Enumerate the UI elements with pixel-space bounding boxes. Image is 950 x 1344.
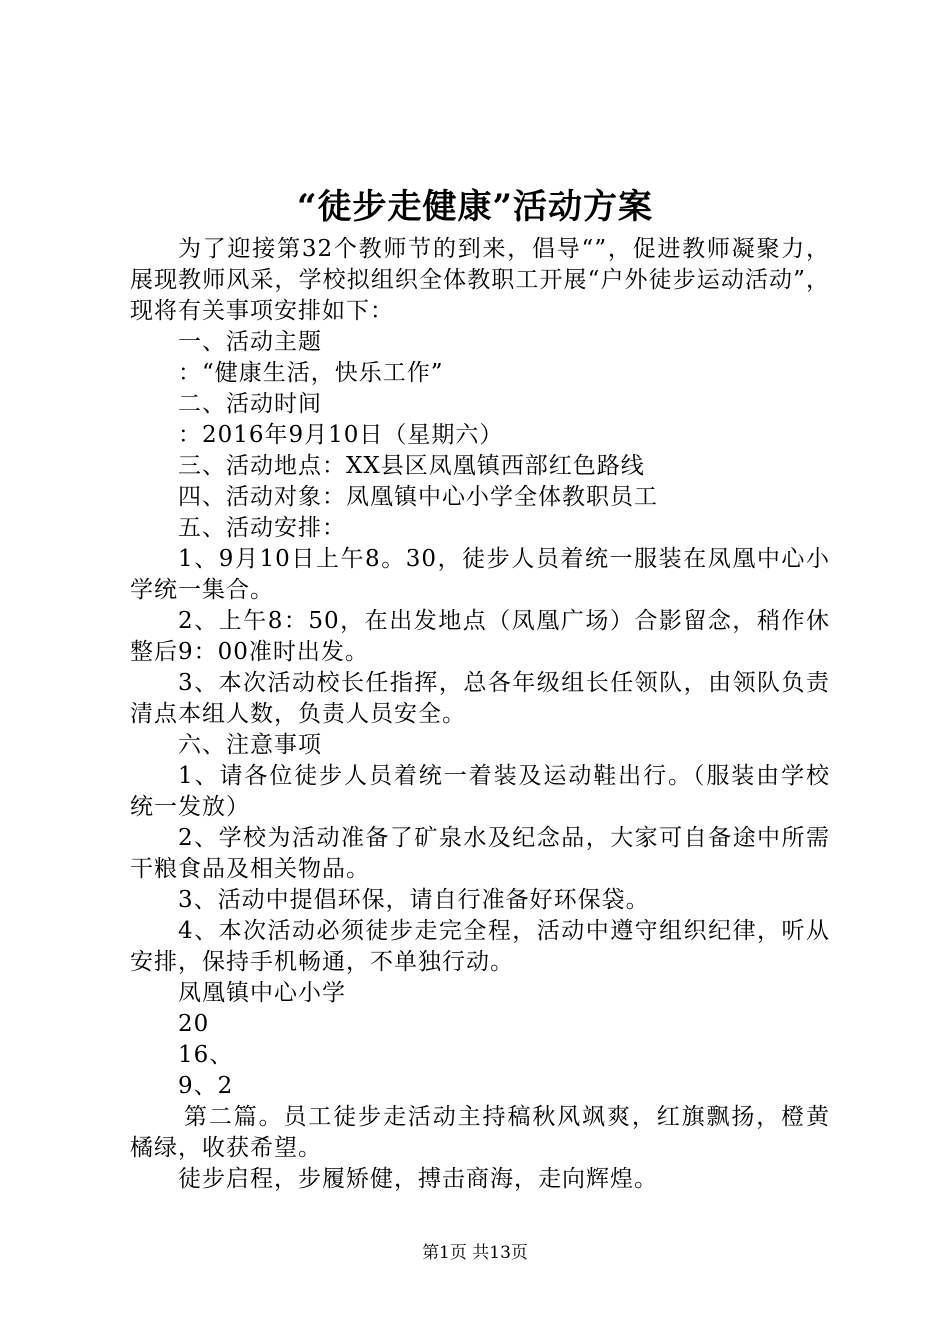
- page-footer: 第1页 共13页: [422, 1243, 528, 1263]
- paragraph-notes-heading: 六、注意事项: [178, 732, 322, 758]
- paragraph-note-1: 1、请各位徒步人员着统一着装及运动鞋出行。（服装由学校统一发放）: [130, 763, 830, 820]
- paragraph-date-part-3: 9、2: [178, 1073, 234, 1099]
- paragraph-schedule-1: 1、9月10日上午8。30，徒步人员着统一服装在凤凰中心小学统一集合。: [130, 546, 830, 603]
- document-title: “徒步走健康”活动方案: [296, 187, 654, 227]
- paragraph-signature: 凤凰镇中心小学: [178, 980, 346, 1006]
- paragraph-closing: 徒步启程，步履矫健，搏击商海，走向辉煌。: [178, 1166, 658, 1192]
- paragraph-intro: 为了迎接第32个教师节的到来，倡导“”，促进教师凝聚力，展现教师风采，学校拟组织全体教职工开展“户外徒步运动活动”，现将有关事项安排如下：: [130, 236, 830, 324]
- document-body: [130, 234, 830, 1195]
- paragraph-time: ：2016年9月10日（星期六）: [178, 422, 504, 448]
- paragraph-schedule-3: 3、本次活动校长任指挥，总各年级组长任领队，由领队负责清点本组人数，负责人员安全。: [130, 670, 830, 727]
- paragraph-time-heading: 二、活动时间: [178, 391, 322, 417]
- paragraph-theme: ：“健康生活，快乐工作”: [178, 360, 444, 386]
- paragraph-note-2: 2、学校为活动准备了矿泉水及纪念品，大家可自备途中所需干粮食品及相关物品。: [130, 825, 830, 882]
- paragraph-note-4: 4、本次活动必须徒步走完全程，活动中遵守组织纪律，听从安排，保持手机畅通，不单独行动。: [130, 918, 830, 975]
- paragraph-schedule-heading: 五、活动安排：: [178, 515, 346, 541]
- paragraph-participants: 四、活动对象：凤凰镇中心小学全体教职员工: [178, 484, 658, 510]
- paragraph-date-part-1: 20: [178, 1011, 210, 1037]
- paragraph-note-3: 3、活动中提倡环保，请自行准备好环保袋。: [178, 887, 650, 913]
- paragraph-second-article: 第二篇。员工徒步走活动主持稿秋风飒爽，红旗飘扬，橙黄橘绿，收获希望。: [130, 1104, 830, 1161]
- paragraph-schedule-2: 2、上午8：50，在出发地点（凤凰广场）合影留念，稍作休整后9：00准时出发。: [130, 608, 830, 665]
- paragraph-theme-heading: 一、活动主题: [178, 329, 322, 355]
- paragraph-date-part-2: 16、: [178, 1042, 234, 1068]
- paragraph-location: 三、活动地点：XX县区凤凰镇西部红色路线: [178, 453, 645, 479]
